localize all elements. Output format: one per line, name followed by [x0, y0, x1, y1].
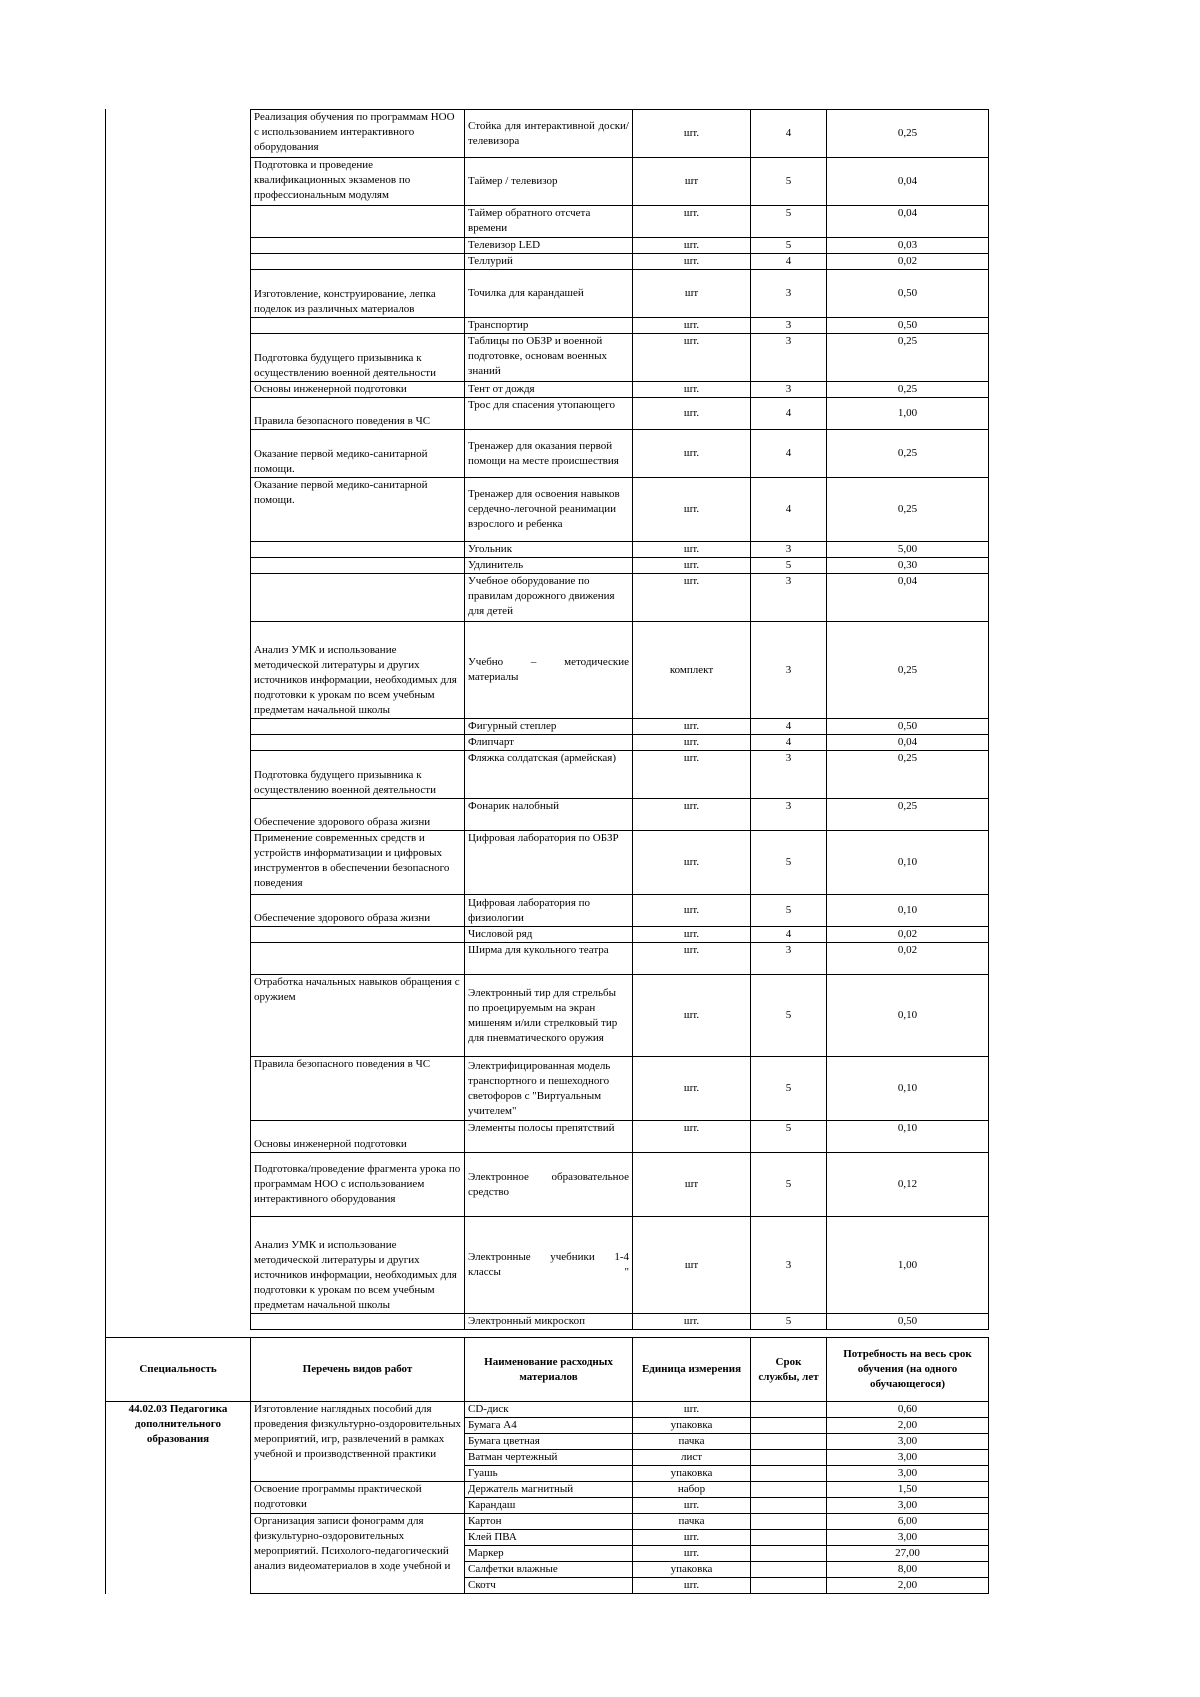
unit-cell: шт. — [633, 943, 751, 975]
item-cell: Фонарик налобный — [465, 799, 633, 831]
unit-cell: шт — [633, 1153, 751, 1217]
unit-cell: шт. — [633, 238, 751, 254]
life-cell: 3 — [751, 799, 827, 831]
need-cell: 6,00 — [827, 1514, 989, 1530]
header-unit: Единица измерения — [633, 1338, 751, 1402]
need-cell: 0,02 — [827, 254, 989, 270]
unit-cell: шт. — [633, 719, 751, 735]
works-cell: Освоение программы практической подготовки — [251, 1482, 465, 1514]
need-cell: 0,25 — [827, 430, 989, 478]
table-row — [251, 1217, 989, 1314]
table-row — [251, 238, 989, 254]
life-cell — [751, 1450, 827, 1466]
life-cell: 5 — [751, 158, 827, 206]
unit-cell: шт. — [633, 1498, 751, 1514]
item-cell: Учебно – методические материалы — [465, 622, 633, 719]
unit-cell: шт. — [633, 1057, 751, 1121]
life-cell — [751, 1546, 827, 1562]
life-cell — [751, 1466, 827, 1482]
unit-cell: пачка — [633, 1514, 751, 1530]
unit-cell: шт. — [633, 895, 751, 927]
table-row — [251, 895, 989, 927]
item-cell: Удлинитель — [465, 558, 633, 574]
unit-cell: пачка — [633, 1434, 751, 1450]
consumables-table — [105, 1337, 989, 1594]
table-row — [251, 943, 989, 975]
need-cell: 0,30 — [827, 558, 989, 574]
work-cell — [251, 943, 465, 975]
material-name-cell: Скотч — [465, 1578, 633, 1594]
work-cell — [251, 206, 465, 238]
unit-cell: шт. — [633, 110, 751, 158]
need-cell: 2,00 — [827, 1578, 989, 1594]
life-cell: 3 — [751, 751, 827, 799]
material-name-cell: Клей ПВА — [465, 1530, 633, 1546]
item-cell: Телевизор LED — [465, 238, 633, 254]
unit-cell: шт. — [633, 478, 751, 542]
item-cell: Трос для спасения утопающего — [465, 398, 633, 430]
item-cell: Электронные учебники 1-4 классы " — [465, 1217, 633, 1314]
item-cell: Электрифицированная модель транспортного и пешеходного светофоров с "Виртуальным учителем" — [465, 1057, 633, 1121]
life-cell: 5 — [751, 558, 827, 574]
life-cell — [751, 1434, 827, 1450]
life-cell: 4 — [751, 254, 827, 270]
need-cell: 0,10 — [827, 1057, 989, 1121]
work-cell — [251, 574, 465, 622]
material-name-cell: Гуашь — [465, 1466, 633, 1482]
need-cell: 3,00 — [827, 1450, 989, 1466]
table-row — [251, 558, 989, 574]
item-cell: Электронное образовательное средство — [465, 1153, 633, 1217]
item-cell: Фигурный степлер — [465, 719, 633, 735]
need-cell: 5,00 — [827, 542, 989, 558]
table-row — [251, 542, 989, 558]
table-row — [251, 206, 989, 238]
life-cell: 3 — [751, 1217, 827, 1314]
need-cell: 2,00 — [827, 1418, 989, 1434]
life-cell: 5 — [751, 895, 827, 927]
item-cell: Таймер обратного отсчета времени — [465, 206, 633, 238]
material-name-cell: Карандаш — [465, 1498, 633, 1514]
work-cell: Обеспечение здорового образа жизни — [251, 895, 465, 927]
need-cell: 0,25 — [827, 334, 989, 382]
material-name-cell: Ватман чертежный — [465, 1450, 633, 1466]
need-cell: 0,50 — [827, 1314, 989, 1330]
work-cell: Подготовка будущего призывника к осуществлению военной деятельности — [251, 751, 465, 799]
item-cell: Таймер / телевизор — [465, 158, 633, 206]
work-cell: Реализация обучения по программам НОО с использованием интерактивного оборудования — [251, 110, 465, 158]
life-cell: 5 — [751, 1153, 827, 1217]
table-row — [251, 975, 989, 1057]
need-cell: 0,02 — [827, 927, 989, 943]
item-cell: Тренажер для оказания первой помощи на месте происшествия — [465, 430, 633, 478]
life-cell: 5 — [751, 975, 827, 1057]
unit-cell: шт. — [633, 831, 751, 895]
material-name-cell: Картон — [465, 1514, 633, 1530]
specialty-cell: 44.02.03 Педагогика дополнительного образования — [106, 1402, 251, 1594]
table-row — [106, 1402, 989, 1418]
work-cell — [251, 318, 465, 334]
unit-cell: шт. — [633, 1578, 751, 1594]
need-cell: 0,10 — [827, 1121, 989, 1153]
table-row — [251, 270, 989, 318]
unit-cell: шт. — [633, 735, 751, 751]
item-cell: Транспортир — [465, 318, 633, 334]
item-cell: Электронный микроскоп — [465, 1314, 633, 1330]
life-cell: 4 — [751, 719, 827, 735]
left-border-line — [105, 109, 106, 1337]
table-row — [251, 254, 989, 270]
life-cell: 4 — [751, 478, 827, 542]
need-cell: 3,00 — [827, 1434, 989, 1450]
work-cell: Основы инженерной подготовки — [251, 382, 465, 398]
unit-cell: шт. — [633, 1530, 751, 1546]
item-cell: Стойка для интерактивной доски/телевизора — [465, 110, 633, 158]
life-cell — [751, 1514, 827, 1530]
table-header-row — [106, 1338, 989, 1402]
life-cell: 3 — [751, 574, 827, 622]
table-row — [251, 478, 989, 542]
life-cell — [751, 1578, 827, 1594]
works-cell: Организация записи фонограмм для физкультурно-оздоровительных мероприятий. Психолого-педагогический анализ видеоматериалов в ходе учебной и — [251, 1514, 465, 1594]
need-cell: 0,50 — [827, 270, 989, 318]
header-material-name: Наименование расходных материалов — [465, 1338, 633, 1402]
unit-cell: шт — [633, 1217, 751, 1314]
need-cell: 0,25 — [827, 478, 989, 542]
item-cell: Флипчарт — [465, 735, 633, 751]
life-cell — [751, 1562, 827, 1578]
need-cell: 0,25 — [827, 110, 989, 158]
unit-cell: шт. — [633, 1402, 751, 1418]
life-cell — [751, 1402, 827, 1418]
need-cell: 0,50 — [827, 719, 989, 735]
need-cell: 27,00 — [827, 1546, 989, 1562]
unit-cell: шт. — [633, 430, 751, 478]
work-cell — [251, 542, 465, 558]
table-row — [251, 574, 989, 622]
work-cell — [251, 254, 465, 270]
life-cell — [751, 1530, 827, 1546]
work-cell: Правила безопасного поведения в ЧС — [251, 1057, 465, 1121]
need-cell: 3,00 — [827, 1530, 989, 1546]
unit-cell: набор — [633, 1482, 751, 1498]
life-cell: 5 — [751, 1057, 827, 1121]
unit-cell: шт. — [633, 1314, 751, 1330]
life-cell: 5 — [751, 238, 827, 254]
table-row — [251, 622, 989, 719]
unit-cell: упаковка — [633, 1562, 751, 1578]
material-name-cell: Маркер — [465, 1546, 633, 1562]
table-row — [251, 158, 989, 206]
table-row — [251, 430, 989, 478]
item-cell: Цифровая лаборатория по физиологии — [465, 895, 633, 927]
need-cell: 0,10 — [827, 831, 989, 895]
material-name-cell: CD-диск — [465, 1402, 633, 1418]
life-cell: 4 — [751, 927, 827, 943]
unit-cell: шт — [633, 158, 751, 206]
work-cell: Правила безопасного поведения в ЧС — [251, 398, 465, 430]
need-cell: 0,04 — [827, 206, 989, 238]
life-cell: 5 — [751, 1121, 827, 1153]
need-cell: 0,10 — [827, 895, 989, 927]
need-cell: 0,10 — [827, 975, 989, 1057]
need-cell: 3,00 — [827, 1466, 989, 1482]
life-cell: 3 — [751, 318, 827, 334]
unit-cell: шт. — [633, 799, 751, 831]
work-cell — [251, 558, 465, 574]
unit-cell: упаковка — [633, 1466, 751, 1482]
work-cell: Основы инженерной подготовки — [251, 1121, 465, 1153]
work-cell: Изготовление, конструирование, лепка поделок из различных материалов — [251, 270, 465, 318]
item-cell: Учебное оборудование по правилам дорожного движения для детей — [465, 574, 633, 622]
life-cell — [751, 1498, 827, 1514]
work-cell: Подготовка будущего призывника к осуществлению военной деятельности — [251, 334, 465, 382]
work-cell: Анализ УМК и использование методической литературы и других источников информации, необходимых для подготовки к урокам по всем учебным предметам начальной школы — [251, 622, 465, 719]
unit-cell: шт. — [633, 382, 751, 398]
life-cell: 3 — [751, 334, 827, 382]
item-cell: Тент от дождя — [465, 382, 633, 398]
life-cell: 4 — [751, 735, 827, 751]
table-row — [251, 110, 989, 158]
table-row — [251, 1057, 989, 1121]
unit-cell: шт. — [633, 751, 751, 799]
item-cell: Тренажер для освоения навыков сердечно-легочной реанимации взрослого и ребенка — [465, 478, 633, 542]
unit-cell: шт. — [633, 975, 751, 1057]
table-row — [251, 831, 989, 895]
life-cell: 4 — [751, 430, 827, 478]
item-cell: Элементы полосы препятствий — [465, 1121, 633, 1153]
table-row — [251, 1121, 989, 1153]
life-cell: 3 — [751, 270, 827, 318]
item-cell: Фляжка солдатская (армейская) — [465, 751, 633, 799]
item-cell: Теллурий — [465, 254, 633, 270]
works-cell: Изготовление наглядных пособий для проведения физкультурно-оздоровительных мероприятий, игр, развлечений в рамках учебной и производственной практики — [251, 1402, 465, 1482]
need-cell: 1,50 — [827, 1482, 989, 1498]
table-row — [251, 927, 989, 943]
item-cell: Числовой ряд — [465, 927, 633, 943]
unit-cell: шт. — [633, 927, 751, 943]
unit-cell: шт. — [633, 542, 751, 558]
unit-cell: шт. — [633, 574, 751, 622]
work-cell — [251, 1314, 465, 1330]
need-cell: 0,25 — [827, 799, 989, 831]
life-cell: 4 — [751, 110, 827, 158]
unit-cell: шт. — [633, 1121, 751, 1153]
table-row — [251, 334, 989, 382]
material-name-cell: Салфетки влажные — [465, 1562, 633, 1578]
work-cell — [251, 735, 465, 751]
need-cell: 0,04 — [827, 735, 989, 751]
table-row — [251, 318, 989, 334]
work-cell: Оказание первой медико-санитарной помощи. — [251, 478, 465, 542]
unit-cell: шт. — [633, 558, 751, 574]
life-cell: 5 — [751, 1314, 827, 1330]
need-cell: 0,02 — [827, 943, 989, 975]
work-cell: Применение современных средств и устройств информатизации и цифровых инструментов в обеспечении безопасного поведения — [251, 831, 465, 895]
table-row — [251, 735, 989, 751]
unit-cell: шт. — [633, 334, 751, 382]
unit-cell: шт. — [633, 1546, 751, 1562]
unit-cell: шт. — [633, 318, 751, 334]
material-name-cell: Бумага А4 — [465, 1418, 633, 1434]
life-cell — [751, 1418, 827, 1434]
header-service-life: Срок службы, лет — [751, 1338, 827, 1402]
continued-equipment-table — [250, 109, 989, 1330]
unit-cell: шт. — [633, 254, 751, 270]
unit-cell: лист — [633, 1450, 751, 1466]
need-cell: 0,04 — [827, 158, 989, 206]
life-cell: 5 — [751, 206, 827, 238]
material-name-cell: Держатель магнитный — [465, 1482, 633, 1498]
work-cell: Обеспечение здорового образа жизни — [251, 799, 465, 831]
unit-cell: шт — [633, 270, 751, 318]
table-row — [251, 719, 989, 735]
header-works: Перечень видов работ — [251, 1338, 465, 1402]
item-cell: Угольник — [465, 542, 633, 558]
need-cell: 1,00 — [827, 1217, 989, 1314]
life-cell: 3 — [751, 943, 827, 975]
header-need: Потребность на весь срок обучения (на одного обучающегося) — [827, 1338, 989, 1402]
need-cell: 0,25 — [827, 751, 989, 799]
need-cell: 8,00 — [827, 1562, 989, 1578]
table-row — [251, 398, 989, 430]
item-cell: Таблицы по ОБЗР и военной подготовке, основам военных знаний — [465, 334, 633, 382]
table-row — [251, 1153, 989, 1217]
work-cell: Подготовка/проведение фрагмента урока по программам НОО с использованием интерактивного оборудования — [251, 1153, 465, 1217]
work-cell: Отработка начальных навыков обращения с оружием — [251, 975, 465, 1057]
life-cell: 5 — [751, 831, 827, 895]
need-cell: 0,25 — [827, 622, 989, 719]
item-cell: Электронный тир для стрельбы по проецируемым на экран мишеням и/или стрелковый тир для пневматического оружия — [465, 975, 633, 1057]
work-cell: Оказание первой медико-санитарной помощи. — [251, 430, 465, 478]
need-cell: 0,25 — [827, 382, 989, 398]
work-cell: Анализ УМК и использование методической литературы и других источников информации, необходимых для подготовки к урокам по всем учебным предметам начальной школы — [251, 1217, 465, 1314]
life-cell — [751, 1482, 827, 1498]
item-cell: Точилка для карандашей — [465, 270, 633, 318]
life-cell: 3 — [751, 622, 827, 719]
need-cell: 1,00 — [827, 398, 989, 430]
header-specialty: Специальность — [106, 1338, 251, 1402]
life-cell: 3 — [751, 382, 827, 398]
unit-cell: упаковка — [633, 1418, 751, 1434]
need-cell: 0,04 — [827, 574, 989, 622]
table-row — [251, 751, 989, 799]
item-cell: Цифровая лаборатория по ОБЗР — [465, 831, 633, 895]
work-cell: Подготовка и проведение квалификационных экзаменов по профессиональным модулям — [251, 158, 465, 206]
work-cell — [251, 238, 465, 254]
unit-cell: шт. — [633, 206, 751, 238]
need-cell: 0,50 — [827, 318, 989, 334]
need-cell: 0,03 — [827, 238, 989, 254]
item-cell: Ширма для кукольного театра — [465, 943, 633, 975]
need-cell: 3,00 — [827, 1498, 989, 1514]
table-row — [251, 1314, 989, 1330]
need-cell: 0,60 — [827, 1402, 989, 1418]
table-row — [251, 799, 989, 831]
work-cell — [251, 927, 465, 943]
material-name-cell: Бумага цветная — [465, 1434, 633, 1450]
table-row — [251, 382, 989, 398]
life-cell: 4 — [751, 398, 827, 430]
life-cell: 3 — [751, 542, 827, 558]
need-cell: 0,12 — [827, 1153, 989, 1217]
unit-cell: комплект — [633, 622, 751, 719]
work-cell — [251, 719, 465, 735]
unit-cell: шт. — [633, 398, 751, 430]
